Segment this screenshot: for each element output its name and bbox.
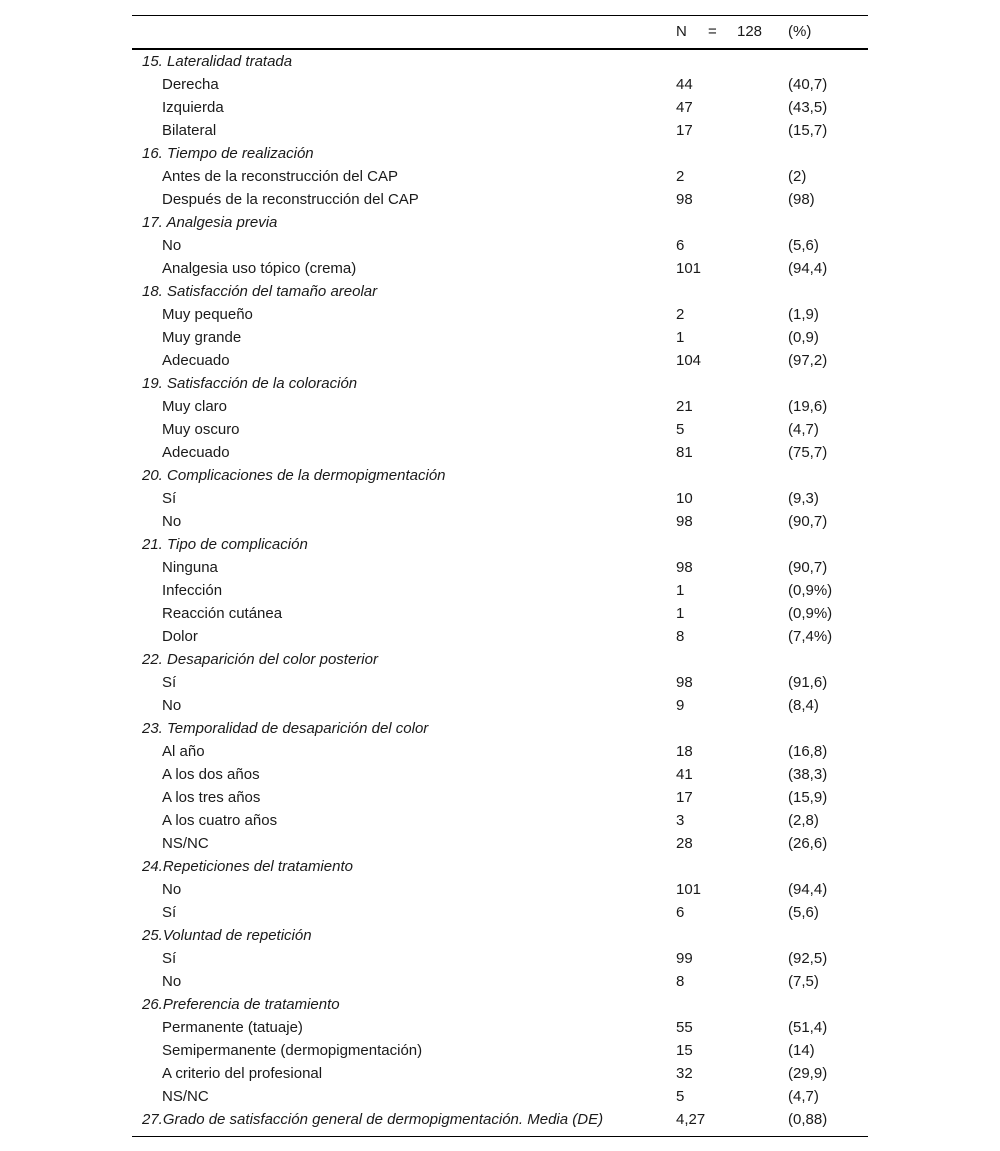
table-row (132, 419, 868, 442)
row-pct: (75,7) (788, 444, 828, 461)
row-n: 3 (676, 812, 685, 829)
row-label: Muy oscuro (162, 421, 240, 438)
row-label: No (162, 973, 182, 990)
row-pct: (0,9%) (788, 582, 833, 599)
header-n-label: N (676, 23, 687, 40)
table-row (132, 879, 868, 902)
row-pct: (4,7) (788, 421, 819, 438)
section-row (132, 856, 868, 879)
table-row (132, 810, 868, 833)
table-row (132, 626, 868, 649)
row-n: 81 (676, 444, 693, 461)
row-n: 8 (676, 628, 685, 645)
row-label: Derecha (162, 76, 219, 93)
row-pct: (1,9) (788, 306, 819, 323)
row-pct: (91,6) (788, 674, 828, 691)
table-row (132, 442, 868, 465)
row-n: 15 (676, 1042, 693, 1059)
row-label: 20. Complicaciones de la dermopigmentación (142, 467, 446, 484)
row-pct: (90,7) (788, 559, 828, 576)
row-n: 98 (676, 559, 693, 576)
section-row (132, 994, 868, 1017)
section-row (132, 212, 868, 235)
row-pct: (4,7) (788, 1088, 819, 1105)
row-label: Sí (162, 904, 177, 921)
row-label: 26.Preferencia de tratamiento (142, 996, 340, 1013)
section-row (132, 1109, 868, 1132)
table-row (132, 1017, 868, 1040)
row-label: Reacción cutánea (162, 605, 283, 622)
row-pct: (97,2) (788, 352, 828, 369)
section-row (132, 925, 868, 948)
row-label: NS/NC (162, 835, 209, 852)
row-label: 24.Repeticiones del tratamiento (142, 858, 353, 875)
row-label: Sí (162, 950, 177, 967)
row-label: A los tres años (162, 789, 261, 806)
row-pct: (43,5) (788, 99, 828, 116)
row-n: 4,27 (676, 1111, 706, 1128)
row-n: 6 (676, 237, 685, 254)
table-row (132, 97, 868, 120)
row-n: 10 (676, 490, 693, 507)
table-row (132, 1086, 868, 1109)
row-label: Dolor (162, 628, 198, 645)
row-n: 55 (676, 1019, 693, 1036)
table-row (132, 741, 868, 764)
row-n: 44 (676, 76, 693, 93)
row-pct: (2) (788, 168, 807, 185)
table-row (132, 396, 868, 419)
row-n: 2 (676, 306, 685, 323)
section-row (132, 649, 868, 672)
table-row (132, 1063, 868, 1086)
row-pct: (0,9) (788, 329, 819, 346)
row-pct: (7,5) (788, 973, 819, 990)
header-equals: = (708, 23, 717, 40)
row-pct: (0,9%) (788, 605, 833, 622)
row-label: 27.Grado de satisfacción general de dermopigmentación. Media (DE) (142, 1111, 604, 1128)
row-n: 1 (676, 329, 685, 346)
table-row (132, 511, 868, 534)
row-label: Adecuado (162, 444, 230, 461)
table-row (132, 166, 868, 189)
section-row (132, 465, 868, 488)
row-n: 104 (676, 352, 702, 369)
row-n: 41 (676, 766, 693, 783)
table-row (132, 764, 868, 787)
row-label: 18. Satisfacción del tamaño areolar (142, 283, 378, 300)
header-n-value: 128 (737, 23, 763, 40)
table-row (132, 557, 868, 580)
row-pct: (26,6) (788, 835, 828, 852)
row-label: 22. Desaparición del color posterior (142, 651, 378, 668)
table-row (132, 327, 868, 350)
results-table (132, 15, 868, 1137)
row-pct: (8,4) (788, 697, 819, 714)
row-n: 1 (676, 582, 685, 599)
row-pct: (2,8) (788, 812, 819, 829)
table-row (132, 235, 868, 258)
row-n: 98 (676, 191, 693, 208)
row-label: Después de la reconstrucción del CAP (162, 191, 419, 208)
table-row (132, 971, 868, 994)
row-label: 19. Satisfacción de la coloración (142, 375, 358, 392)
row-n: 18 (676, 743, 693, 760)
row-pct: (92,5) (788, 950, 828, 967)
row-pct: (16,8) (788, 743, 828, 760)
row-n: 32 (676, 1065, 693, 1082)
table-row (132, 1040, 868, 1063)
row-n: 101 (676, 260, 702, 277)
table-row (132, 74, 868, 97)
table-row (132, 120, 868, 143)
row-pct: (94,4) (788, 881, 828, 898)
table-row (132, 787, 868, 810)
row-n: 6 (676, 904, 685, 921)
table-row (132, 695, 868, 718)
table-row (132, 948, 868, 971)
table-row (132, 189, 868, 212)
row-pct: (7,4%) (788, 628, 833, 645)
section-row (132, 143, 868, 166)
table-row (132, 833, 868, 856)
row-pct: (15,9) (788, 789, 828, 806)
row-label: 23. Temporalidad de desaparición del color (142, 720, 429, 737)
row-label: 17. Analgesia previa (142, 214, 278, 231)
row-n: 98 (676, 513, 693, 530)
row-pct: (51,4) (788, 1019, 828, 1036)
row-n: 2 (676, 168, 685, 185)
row-label: A los cuatro años (162, 812, 278, 829)
row-n: 98 (676, 674, 693, 691)
row-pct: (94,4) (788, 260, 828, 277)
row-pct: (90,7) (788, 513, 828, 530)
row-label: A criterio del profesional (162, 1065, 323, 1082)
row-n: 17 (676, 122, 693, 139)
row-pct: (29,9) (788, 1065, 828, 1082)
row-label: Sí (162, 674, 177, 691)
row-label: Analgesia uso tópico (crema) (162, 260, 357, 277)
row-n: 47 (676, 99, 693, 116)
table-row (132, 902, 868, 925)
row-label: Muy pequeño (162, 306, 253, 323)
table-row (132, 603, 868, 626)
row-label: Izquierda (162, 99, 224, 116)
row-label: Antes de la reconstrucción del CAP (162, 168, 398, 185)
row-n: 5 (676, 1088, 685, 1105)
table-row (132, 580, 868, 603)
row-label: Infección (162, 582, 223, 599)
row-label: Sí (162, 490, 177, 507)
row-n: 28 (676, 835, 693, 852)
row-label: No (162, 697, 182, 714)
row-label: Semipermanente (dermopigmentación) (162, 1042, 423, 1059)
row-label: No (162, 881, 182, 898)
row-n: 101 (676, 881, 702, 898)
row-pct: (98) (788, 191, 815, 208)
section-row (132, 718, 868, 741)
row-pct: (14) (788, 1042, 815, 1059)
row-label: NS/NC (162, 1088, 209, 1105)
section-row (132, 281, 868, 304)
row-label: Muy grande (162, 329, 242, 346)
row-label: A los dos años (162, 766, 260, 783)
row-pct: (5,6) (788, 904, 819, 921)
table-row (132, 258, 868, 281)
row-label: Ninguna (162, 559, 218, 576)
row-n: 17 (676, 789, 693, 806)
row-pct: (19,6) (788, 398, 828, 415)
section-row (132, 534, 868, 557)
row-label: 16. Tiempo de realización (142, 145, 314, 162)
table-row (132, 350, 868, 373)
row-label: Bilateral (162, 122, 217, 139)
row-label: 21. Tipo de complicación (142, 536, 308, 553)
row-pct: (0,88) (788, 1111, 828, 1128)
row-n: 9 (676, 697, 685, 714)
table-row (132, 304, 868, 327)
row-pct: (5,6) (788, 237, 819, 254)
row-n: 8 (676, 973, 685, 990)
row-label: No (162, 237, 182, 254)
row-n: 1 (676, 605, 685, 622)
row-label: 25.Voluntad de repetición (142, 927, 312, 944)
table-body (132, 50, 868, 1136)
section-row (132, 373, 868, 396)
table-row (132, 488, 868, 511)
row-pct: (38,3) (788, 766, 828, 783)
row-label: Al año (162, 743, 205, 760)
row-n: 99 (676, 950, 693, 967)
row-label: Adecuado (162, 352, 230, 369)
row-pct: (9,3) (788, 490, 819, 507)
row-label: No (162, 513, 182, 530)
row-pct: (15,7) (788, 122, 828, 139)
row-label: 15. Lateralidad tratada (142, 53, 293, 70)
row-n: 21 (676, 398, 693, 415)
table-row (132, 672, 868, 695)
table-header (132, 16, 868, 50)
row-pct: (40,7) (788, 76, 828, 93)
section-row (132, 51, 868, 74)
row-n: 5 (676, 421, 685, 438)
row-label: Muy claro (162, 398, 228, 415)
header-pct-label: (%) (788, 23, 812, 40)
row-label: Permanente (tatuaje) (162, 1019, 303, 1036)
